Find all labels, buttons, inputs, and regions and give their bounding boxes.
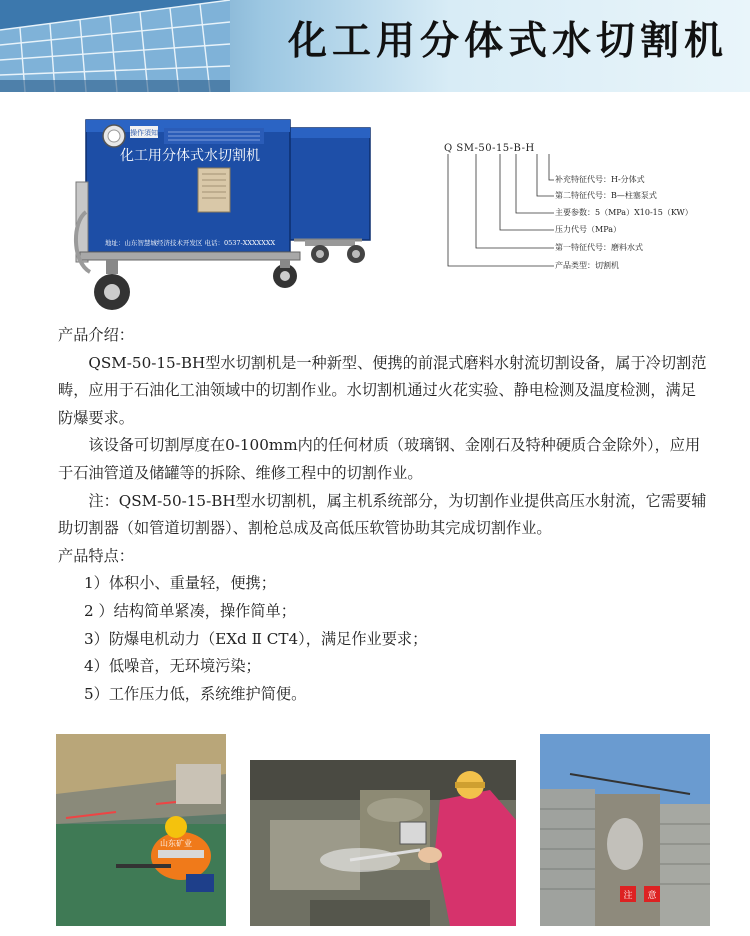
sign-1: 注	[623, 891, 633, 901]
code-label-params: 主要参数：5（MPa）X10-15（KW）	[555, 208, 693, 217]
code-label-first: 第一特征代号：磨料水式	[555, 243, 643, 252]
model-code-diagram	[430, 140, 730, 290]
features-heading: 产品特点：	[58, 546, 134, 565]
photo-cutting-pipe	[250, 760, 516, 926]
machine-image	[70, 112, 388, 322]
model-code: Q SM-50-15-B-H	[444, 143, 535, 154]
code-label-type: 产品类型：切割机	[555, 261, 619, 270]
sign-2: 意	[647, 891, 657, 901]
intro-paragraph-1: QSM-50-15-BH型水切割机是一种新型、便携的前混式磨料水射流切割设备，属于冷切割范畴，应用于石油化工油领域中的切割作业。水切割机通过火花实验、静电检测及温度检测，满足防爆要求。	[58, 353, 707, 427]
feature-item: 3）防爆电机动力（EXd Ⅱ CT4），满足作业要求；	[84, 629, 428, 648]
intro-paragraph-2: 该设备可切割厚度在0-100mm内的任何材质（玻璃钢、金刚石及特种硬质合金除外），应用于石油管道及储罐等的拆除、维修工程中的切割作业。	[58, 436, 701, 482]
intro-heading: 产品介绍：	[58, 326, 134, 344]
machine-top-label: 操作須知	[130, 129, 158, 137]
photo-storage-tanks	[540, 734, 710, 926]
intro-section	[58, 322, 708, 708]
header-banner	[0, 0, 750, 92]
feature-item: 2 ）结构简单紧凑，操作简单；	[84, 601, 296, 620]
code-label-second: 第二特征代号：B—柱塞泵式	[555, 191, 657, 200]
feature-item: 1）体积小、重量轻，便携；	[84, 574, 276, 593]
machine-address: 地址：山东智慧城经济技术开发区 电话：0537-XXXXXXX	[104, 239, 276, 247]
vest-text: 山东矿业	[160, 839, 192, 848]
building-illustration	[0, 0, 230, 92]
code-label-pressure: 压力代号（MPa）	[555, 225, 621, 234]
feature-item: 4）低噪音，无环境污染；	[84, 657, 261, 676]
photo-worker-roof	[56, 734, 226, 926]
feature-item: 5）工作压力低，系统维护简便。	[84, 684, 307, 703]
intro-paragraph-3: 注：QSM-50-15-BH型水切割机，属主机系统部分，为切割作业提供高压水射流，它需要辅助切割器（如管道切割器）、割枪总成及高低压软管协助其完成切割作业。	[58, 491, 707, 538]
machine-panel-title: 化工用分体式水切割机	[120, 148, 260, 164]
page-title: 化工用分体式水切割机	[287, 19, 728, 64]
code-label-supplement: 补充特征代号：H-分体式	[555, 175, 645, 184]
